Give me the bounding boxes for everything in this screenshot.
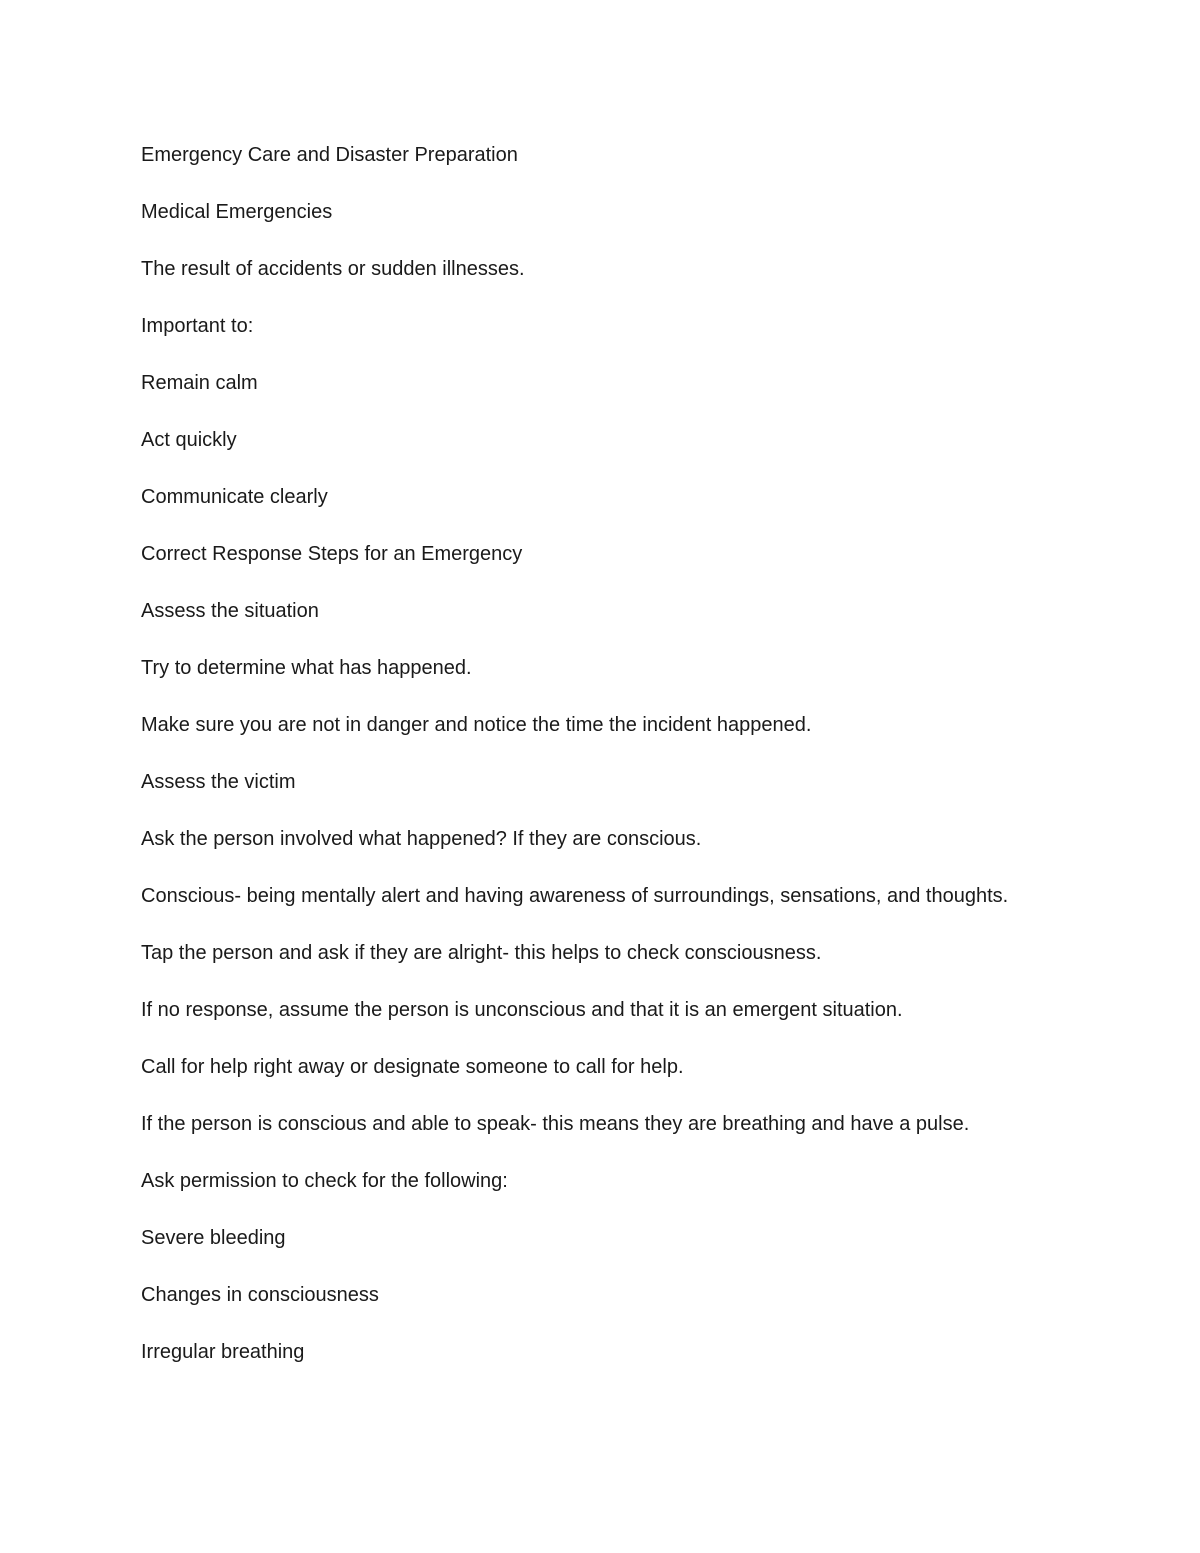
list-item: Changes in consciousness (141, 1284, 379, 1306)
paragraph: Important to: (141, 315, 254, 337)
list-item: Severe bleeding (141, 1227, 286, 1249)
document-body (141, 141, 1041, 1395)
paragraph: If no response, assume the person is unconscious and that it is an emergent situation. (141, 999, 903, 1021)
section-heading: Medical Emergencies (141, 201, 333, 223)
list-item: Act quickly (141, 429, 237, 451)
document-title: Emergency Care and Disaster Preparation (141, 144, 518, 166)
paragraph: Ask permission to check for the following: (141, 1170, 508, 1192)
step-heading: Assess the victim (141, 771, 296, 793)
list-item: Remain calm (141, 372, 258, 394)
paragraph: Try to determine what has happened. (141, 657, 472, 679)
list-item: Irregular breathing (141, 1341, 305, 1363)
step-heading: Assess the situation (141, 600, 319, 622)
section-heading: Correct Response Steps for an Emergency (141, 543, 523, 565)
paragraph: Call for help right away or designate someone to call for help. (141, 1056, 684, 1078)
paragraph: If the person is conscious and able to speak- this means they are breathing and have a pulse. (141, 1113, 970, 1135)
paragraph: Tap the person and ask if they are alright- this helps to check consciousness. (141, 942, 822, 964)
paragraph: Make sure you are not in danger and notice the time the incident happened. (141, 714, 812, 736)
paragraph: The result of accidents or sudden illnesses. (141, 258, 525, 280)
paragraph: Ask the person involved what happened? If they are conscious. (141, 828, 702, 850)
definition-paragraph: Conscious- being mentally alert and having awareness of surroundings, sensations, and thoughts. (141, 885, 1009, 907)
list-item: Communicate clearly (141, 486, 328, 508)
